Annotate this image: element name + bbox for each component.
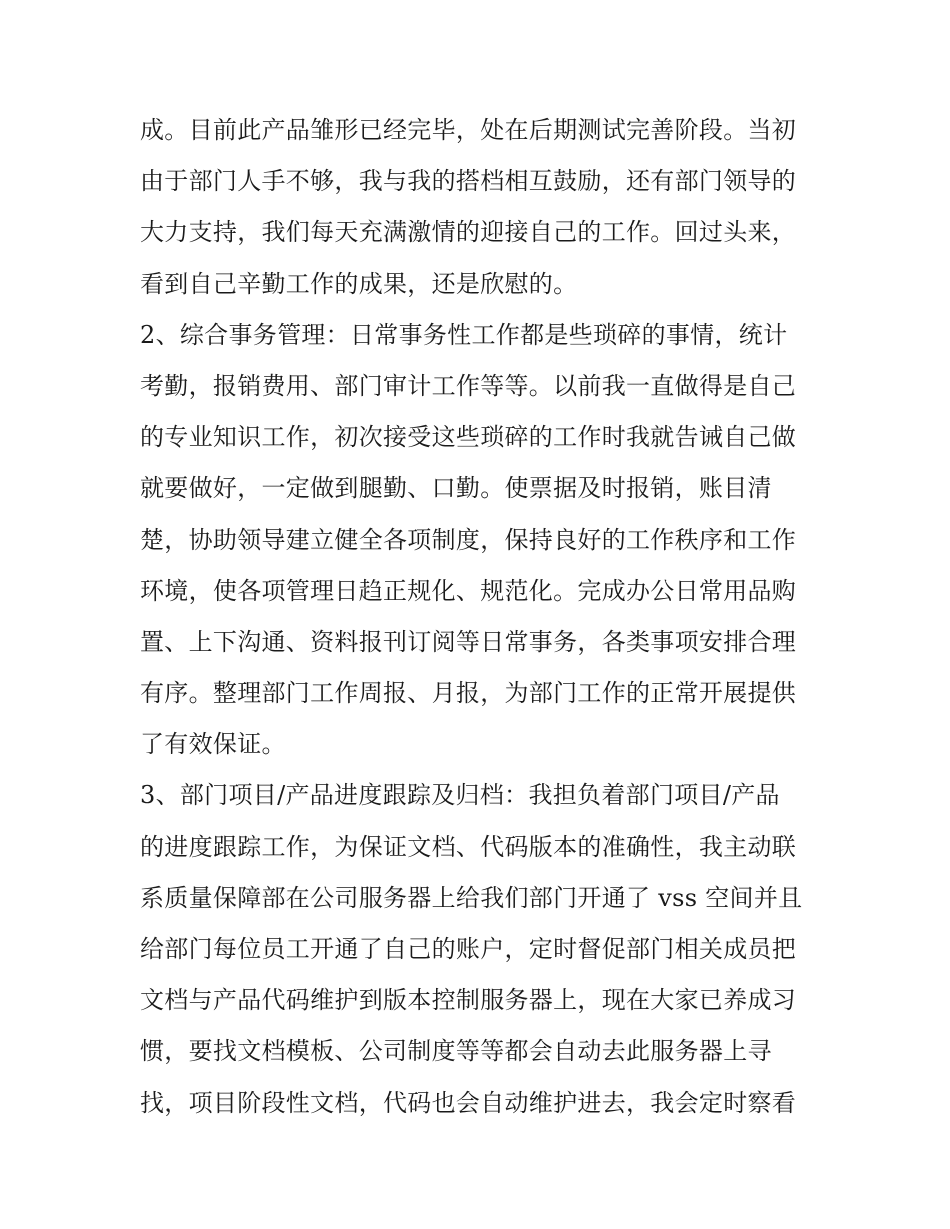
text-line: 文档与产品代码维护到版本控制服务器上，现在大家已养成习 [140, 986, 797, 1015]
text-line: 由于部门人手不够，我与我的搭档相互鼓励，还有部门领导的 [140, 167, 797, 196]
text-line: 3、部门项目/产品进度跟踪及归档：我担负着部门项目/产品 [140, 781, 780, 810]
text-line: 2、综合事务管理：日常事务性工作都是些琐碎的事情，统计 [140, 320, 788, 349]
text-line: 置、上下沟通、资料报刊订阅等日常事务，各类事项安排合理 [140, 627, 797, 656]
text-line: 大力支持，我们每天充满激情的迎接自己的工作。回过头来， [140, 218, 797, 247]
text-line: 的进度跟踪工作，为保证文档、代码版本的准确性，我主动联 [140, 832, 797, 861]
text-line: 看到自己辛勤工作的成果，还是欣慰的。 [140, 269, 578, 298]
document-page [140, 105, 820, 1129]
text-line: 楚，协助领导建立健全各项制度，保持良好的工作秩序和工作 [140, 525, 797, 554]
text-line: 找，项目阶段性文档，代码也会自动维护进去，我会定时察看 [140, 1088, 797, 1117]
text-line: 给部门每位员工开通了自己的账户，定时督促部门相关成员把 [140, 935, 797, 963]
text-line: 考勤，报销费用、部门审计工作等等。以前我一直做得是自己 [140, 371, 797, 400]
text-line: 就要做好，一定做到腿勤、口勤。使票据及时报销，账目清 [140, 474, 772, 503]
text-line: 成。目前此产品雏形已经完毕，处在后期测试完善阶段。当初 [140, 116, 797, 144]
text-line: 惯，要找文档模板、公司制度等等都会自动去此服务器上寻 [140, 1037, 772, 1066]
text-line: 了有效保证。 [140, 730, 286, 759]
text-line: 系质量保障部在公司服务器上给我们部门开通了 vss 空间并且 [140, 883, 803, 912]
text-line: 的专业知识工作，初次接受这些琐碎的工作时我就告诫自己做 [140, 423, 797, 452]
text-line: 有序。整理部门工作周报、月报，为部门工作的正常开展提供 [140, 679, 797, 708]
text-line: 环境，使各项管理日趋正规化、规范化。完成办公日常用品购 [140, 576, 797, 605]
